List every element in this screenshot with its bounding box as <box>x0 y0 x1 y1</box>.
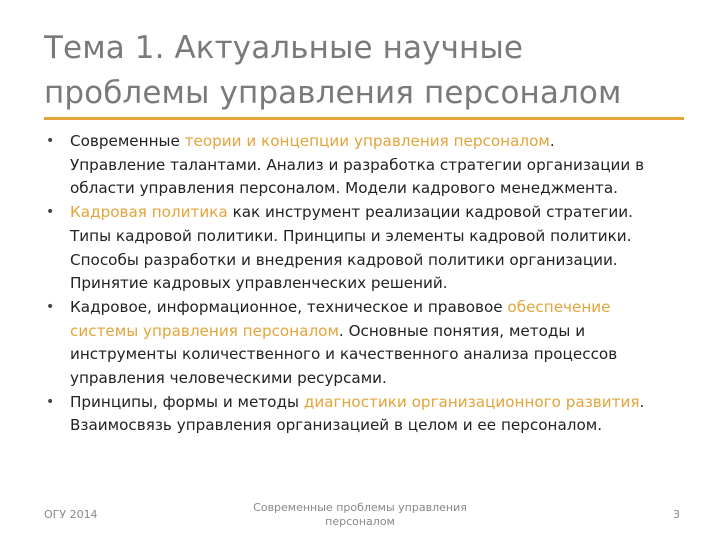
body-text: Современные <box>70 132 185 150</box>
body-text: Кадровое, информационное, техническое и правовое <box>70 297 508 316</box>
bullet-text-line <box>70 130 694 154</box>
bullet-list <box>44 130 694 438</box>
body-text: области управления персоналом. Модели кадрового менеджмента. <box>70 179 618 198</box>
body-text: Способы разработки и внедрения кадровой политики организации. <box>70 250 618 269</box>
bullet-text-line <box>70 177 694 201</box>
bullet-text-line <box>70 296 694 320</box>
body-text: как инструмент реализации кадровой стратегии. <box>227 203 633 222</box>
slide-title-line-1: Тема 1. Актуальные научные <box>44 30 524 66</box>
bullet-marker: • <box>46 393 55 410</box>
footer-course-title-line-1: Современные проблемы управления <box>253 501 467 514</box>
bullet-marker: • <box>46 133 55 149</box>
bullet-item <box>44 201 694 296</box>
highlighted-term: системы управления персоналом <box>70 321 339 340</box>
bullet-text-line <box>70 201 694 225</box>
slide-title <box>44 26 694 116</box>
bullet-item <box>44 391 694 438</box>
bullet-text-line <box>70 249 694 273</box>
body-text: . <box>639 392 645 411</box>
bullet-item <box>44 130 694 201</box>
bullet-text-line <box>70 414 694 438</box>
bullet-text-line <box>70 320 694 344</box>
slide-title-line-2: проблемы управления персоналом <box>44 75 622 111</box>
highlighted-term: теории и концепции управления персоналом <box>184 132 550 150</box>
footer-organization-year: ОГУ 2014 <box>44 508 98 521</box>
footer-course-title <box>240 501 480 529</box>
footer-course-title-line-2: персоналом <box>325 515 395 528</box>
body-text: инструменты количественного и качественного анализа процессов <box>70 345 618 364</box>
body-text: Принятие кадровых управленческих решений. <box>70 274 448 293</box>
body-text: . Основные понятия, методы и <box>338 321 586 340</box>
bullet-text-line <box>70 391 694 415</box>
body-text: Управление талантами. Анализ и разработка стратегии организации в <box>70 155 645 174</box>
bullet-text-line <box>70 343 694 367</box>
bullet-text-line <box>70 225 694 249</box>
bullet-marker: • <box>46 204 55 221</box>
bullet-text-line <box>70 154 694 178</box>
bullet-text-line <box>70 272 694 296</box>
highlighted-term: обеспечение <box>507 297 611 316</box>
bullet-item <box>44 296 694 391</box>
body-text: Взаимосвязь управления организацией в целом и ее персоналом. <box>70 416 603 435</box>
page-number: 3 <box>673 508 680 521</box>
title-divider <box>44 117 684 120</box>
bullet-text-line <box>70 367 694 391</box>
highlighted-term: диагностики организационного развития <box>303 392 640 411</box>
body-text: Принципы, формы и методы <box>70 392 304 411</box>
body-text: управления человеческими ресурсами. <box>70 369 387 388</box>
highlighted-term: Кадровая политика <box>70 203 228 222</box>
body-text: Типы кадровой политики. Принципы и элементы кадровой политики. <box>70 226 632 245</box>
body-text: . <box>549 132 555 150</box>
bullet-marker: • <box>46 298 55 315</box>
